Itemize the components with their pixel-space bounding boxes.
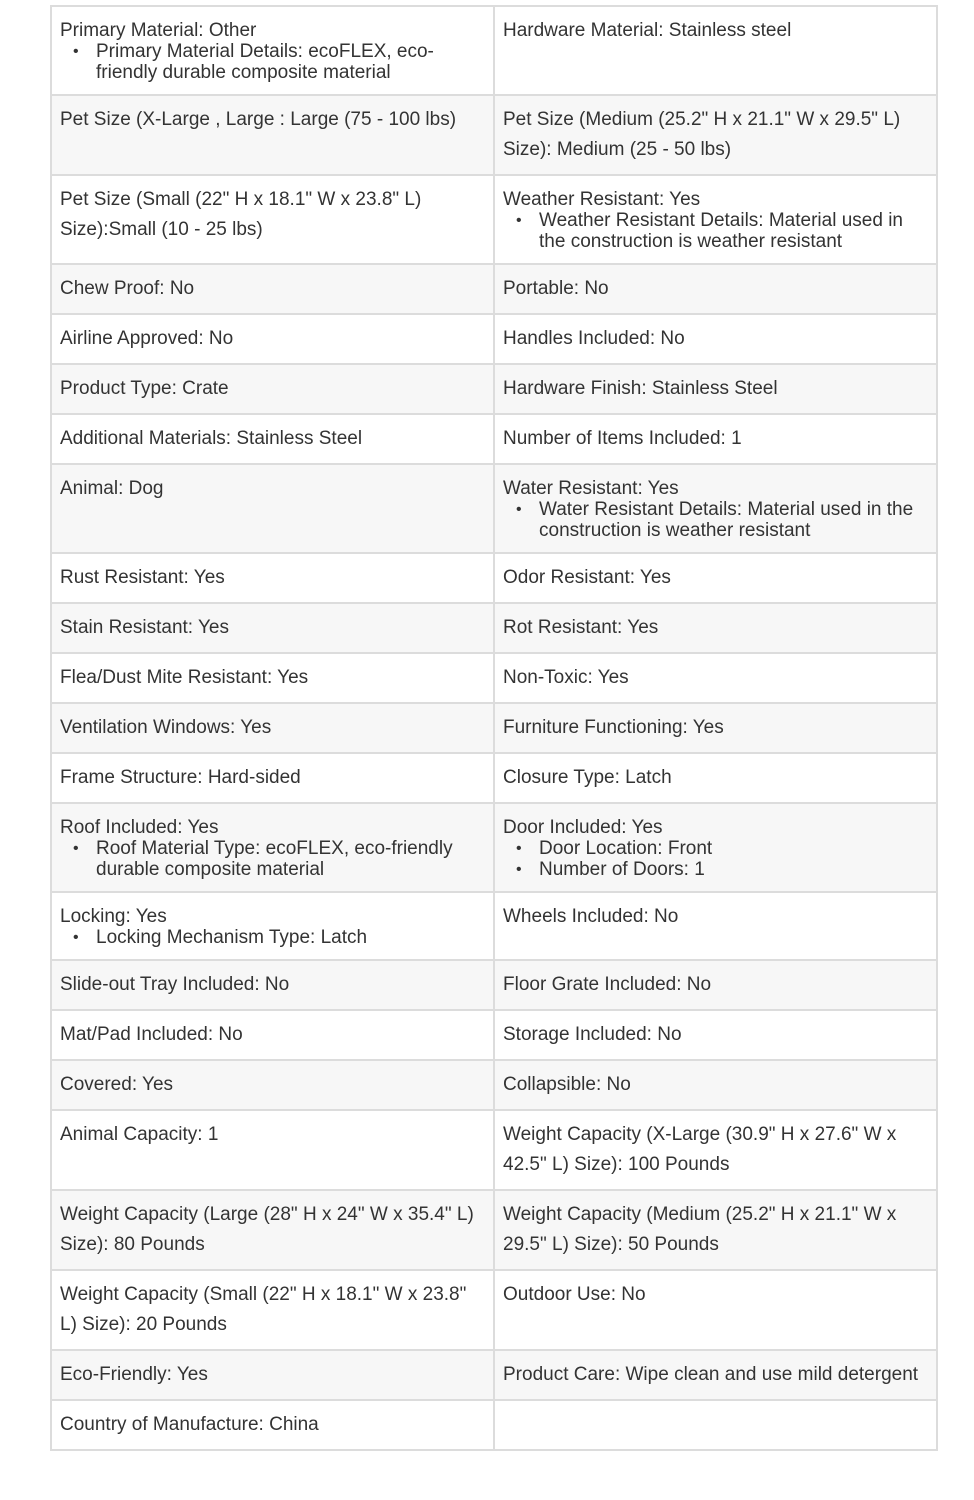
spec-detail-list — [60, 41, 485, 83]
table-row — [51, 753, 937, 803]
spec-detail-text: Door Location: Front — [539, 838, 713, 859]
spec-detail-list — [503, 838, 928, 880]
spec-detail-text: Locking Mechanism Type: Latch — [96, 927, 368, 948]
spec-cell-left — [51, 960, 494, 1010]
spec-attribute: Hardware Finish: Stainless Steel — [503, 378, 778, 399]
spec-cell-right — [494, 960, 937, 1010]
spec-detail-item — [516, 859, 928, 880]
spec-attribute: Mat/Pad Included: No — [60, 1024, 243, 1045]
spec-detail-item — [73, 41, 485, 83]
table-row — [51, 803, 937, 892]
spec-cell-left — [51, 803, 494, 892]
spec-cell-left — [51, 1270, 494, 1350]
spec-cell-left — [51, 753, 494, 803]
spec-attribute: Additional Materials: Stainless Steel — [60, 428, 363, 449]
spec-attribute: Collapsible: No — [503, 1074, 631, 1095]
spec-attribute: Country of Manufacture: China — [60, 1414, 319, 1435]
spec-detail-item — [73, 927, 485, 948]
table-row — [51, 264, 937, 314]
spec-attribute: Ventilation Windows: Yes — [60, 717, 272, 738]
spec-attribute: Covered: Yes — [60, 1074, 174, 1095]
spec-attribute: Handles Included: No — [503, 328, 685, 349]
spec-attribute: Weight Capacity (Large (28" H x 24" W x 35.4" L) Size): 80 Pounds — [60, 1204, 474, 1255]
spec-cell-right — [494, 264, 937, 314]
spec-detail-list — [60, 927, 485, 948]
spec-attribute: Chew Proof: No — [60, 278, 195, 299]
table-row — [51, 464, 937, 553]
table-row — [51, 1400, 937, 1450]
spec-cell-left — [51, 1110, 494, 1190]
spec-attribute: Primary Material: Other — [60, 20, 257, 41]
spec-cell-right — [494, 1190, 937, 1270]
spec-attribute: Flea/Dust Mite Resistant: Yes — [60, 667, 309, 688]
spec-cell-left — [51, 653, 494, 703]
bullet-icon: • — [73, 43, 79, 60]
spec-detail-text: Number of Doors: 1 — [539, 859, 705, 880]
spec-attribute: Pet Size (Small (22" H x 18.1" W x 23.8" L) Size):Small (10 - 25 lbs) — [60, 189, 422, 240]
spec-attribute: Outdoor Use: No — [503, 1284, 646, 1305]
spec-attribute: Rust Resistant: Yes — [60, 567, 225, 588]
table-row — [51, 364, 937, 414]
spec-attribute: Floor Grate Included: No — [503, 974, 712, 995]
spec-attribute: Hardware Material: Stainless steel — [503, 20, 792, 41]
spec-cell-right — [494, 753, 937, 803]
spec-cell-right — [494, 653, 937, 703]
table-row — [51, 1270, 937, 1350]
spec-attribute: Slide-out Tray Included: No — [60, 974, 290, 995]
spec-cell-right — [494, 95, 937, 175]
spec-attribute: Water Resistant: Yes — [503, 478, 679, 499]
spec-attribute: Pet Size (X-Large , Large : Large (75 - 100 lbs) — [60, 109, 457, 130]
spec-cell-right — [494, 1350, 937, 1400]
spec-detail-item — [516, 210, 928, 252]
bullet-icon: • — [73, 840, 79, 857]
bullet-icon: • — [516, 861, 522, 878]
table-row — [51, 1010, 937, 1060]
spec-cell-right — [494, 1400, 937, 1450]
spec-cell-left — [51, 1190, 494, 1270]
spec-cell-right — [494, 414, 937, 464]
spec-cell-left — [51, 95, 494, 175]
spec-attribute: Odor Resistant: Yes — [503, 567, 671, 588]
spec-attribute: Storage Included: No — [503, 1024, 682, 1045]
spec-attribute: Portable: No — [503, 278, 609, 299]
spec-attribute: Weather Resistant: Yes — [503, 189, 701, 210]
spec-attribute: Weight Capacity (X-Large (30.9" H x 27.6" W x 42.5" L) Size): 100 Pounds — [503, 1124, 897, 1175]
spec-attribute: Roof Included: Yes — [60, 817, 219, 838]
table-row — [51, 1350, 937, 1400]
spec-cell-right — [494, 553, 937, 603]
spec-attribute: Weight Capacity (Small (22" H x 18.1" W x 23.8" L) Size): 20 Pounds — [60, 1284, 467, 1335]
spec-cell-left — [51, 6, 494, 95]
spec-cell-left — [51, 1350, 494, 1400]
spec-cell-left — [51, 703, 494, 753]
bullet-icon: • — [73, 929, 79, 946]
spec-cell-left — [51, 364, 494, 414]
spec-attribute: Eco-Friendly: Yes — [60, 1364, 208, 1385]
table-row — [51, 703, 937, 753]
spec-attribute: Furniture Functioning: Yes — [503, 717, 724, 738]
table-row — [51, 1060, 937, 1110]
spec-detail-list — [60, 838, 485, 880]
table-row — [51, 414, 937, 464]
specifications-table — [50, 5, 938, 1451]
spec-attribute: Wheels Included: No — [503, 906, 679, 927]
spec-cell-left — [51, 553, 494, 603]
spec-detail-item — [516, 838, 928, 859]
table-row — [51, 6, 937, 95]
spec-attribute: Door Included: Yes — [503, 817, 663, 838]
spec-cell-left — [51, 1010, 494, 1060]
table-row — [51, 314, 937, 364]
spec-detail-list — [503, 210, 928, 252]
table-row — [51, 95, 937, 175]
bullet-icon: • — [516, 840, 522, 857]
table-row — [51, 1110, 937, 1190]
spec-detail-text: Weather Resistant Details: Material used in the construction is weather resistant — [539, 210, 903, 252]
spec-attribute: Weight Capacity (Medium (25.2" H x 21.1" W x 29.5" L) Size): 50 Pounds — [503, 1204, 897, 1255]
table-row — [51, 892, 937, 960]
spec-cell-right — [494, 603, 937, 653]
bullet-icon: • — [516, 501, 522, 518]
spec-detail-list — [503, 499, 928, 541]
spec-attribute: Product Care: Wipe clean and use mild detergent — [503, 1364, 919, 1385]
spec-attribute: Rot Resistant: Yes — [503, 617, 659, 638]
spec-attribute: Animal Capacity: 1 — [60, 1124, 219, 1145]
spec-cell-right — [494, 364, 937, 414]
spec-cell-right — [494, 1010, 937, 1060]
spec-cell-right — [494, 1060, 937, 1110]
spec-attribute: Pet Size (Medium (25.2" H x 21.1" W x 29.5" L) Size): Medium (25 - 50 lbs) — [503, 109, 901, 160]
spec-cell-right — [494, 1270, 937, 1350]
bullet-icon: • — [516, 212, 522, 229]
specifications-table-body — [51, 6, 937, 1450]
spec-attribute: Closure Type: Latch — [503, 767, 672, 788]
spec-cell-left — [51, 175, 494, 264]
spec-cell-right — [494, 892, 937, 960]
spec-attribute: Airline Approved: No — [60, 328, 234, 349]
spec-attribute: Product Type: Crate — [60, 378, 229, 399]
spec-attribute: Locking: Yes — [60, 906, 167, 927]
spec-detail-text: Roof Material Type: ecoFLEX, eco-friendly durable composite material — [96, 838, 453, 880]
spec-cell-left — [51, 264, 494, 314]
table-row — [51, 175, 937, 264]
spec-detail-item — [73, 838, 485, 880]
spec-attribute: Stain Resistant: Yes — [60, 617, 229, 638]
spec-detail-item — [516, 499, 928, 541]
spec-cell-right — [494, 803, 937, 892]
spec-cell-left — [51, 414, 494, 464]
spec-cell-left — [51, 1060, 494, 1110]
spec-cell-left — [51, 314, 494, 364]
spec-cell-left — [51, 603, 494, 653]
table-row — [51, 553, 937, 603]
spec-detail-text: Primary Material Details: ecoFLEX, eco-friendly durable composite material — [96, 41, 434, 83]
spec-attribute: Frame Structure: Hard-sided — [60, 767, 301, 788]
spec-cell-right — [494, 6, 937, 95]
spec-cell-right — [494, 314, 937, 364]
spec-detail-text: Water Resistant Details: Material used in the construction is weather resistant — [539, 499, 914, 541]
spec-cell-left — [51, 1400, 494, 1450]
table-row — [51, 1190, 937, 1270]
spec-attribute: Number of Items Included: 1 — [503, 428, 742, 449]
spec-cell-left — [51, 464, 494, 553]
spec-attribute: Non-Toxic: Yes — [503, 667, 629, 688]
spec-cell-right — [494, 703, 937, 753]
table-row — [51, 653, 937, 703]
table-row — [51, 960, 937, 1010]
spec-cell-right — [494, 175, 937, 264]
spec-attribute: Animal: Dog — [60, 478, 164, 499]
spec-cell-right — [494, 464, 937, 553]
table-row — [51, 603, 937, 653]
spec-cell-right — [494, 1110, 937, 1190]
spec-cell-left — [51, 892, 494, 960]
